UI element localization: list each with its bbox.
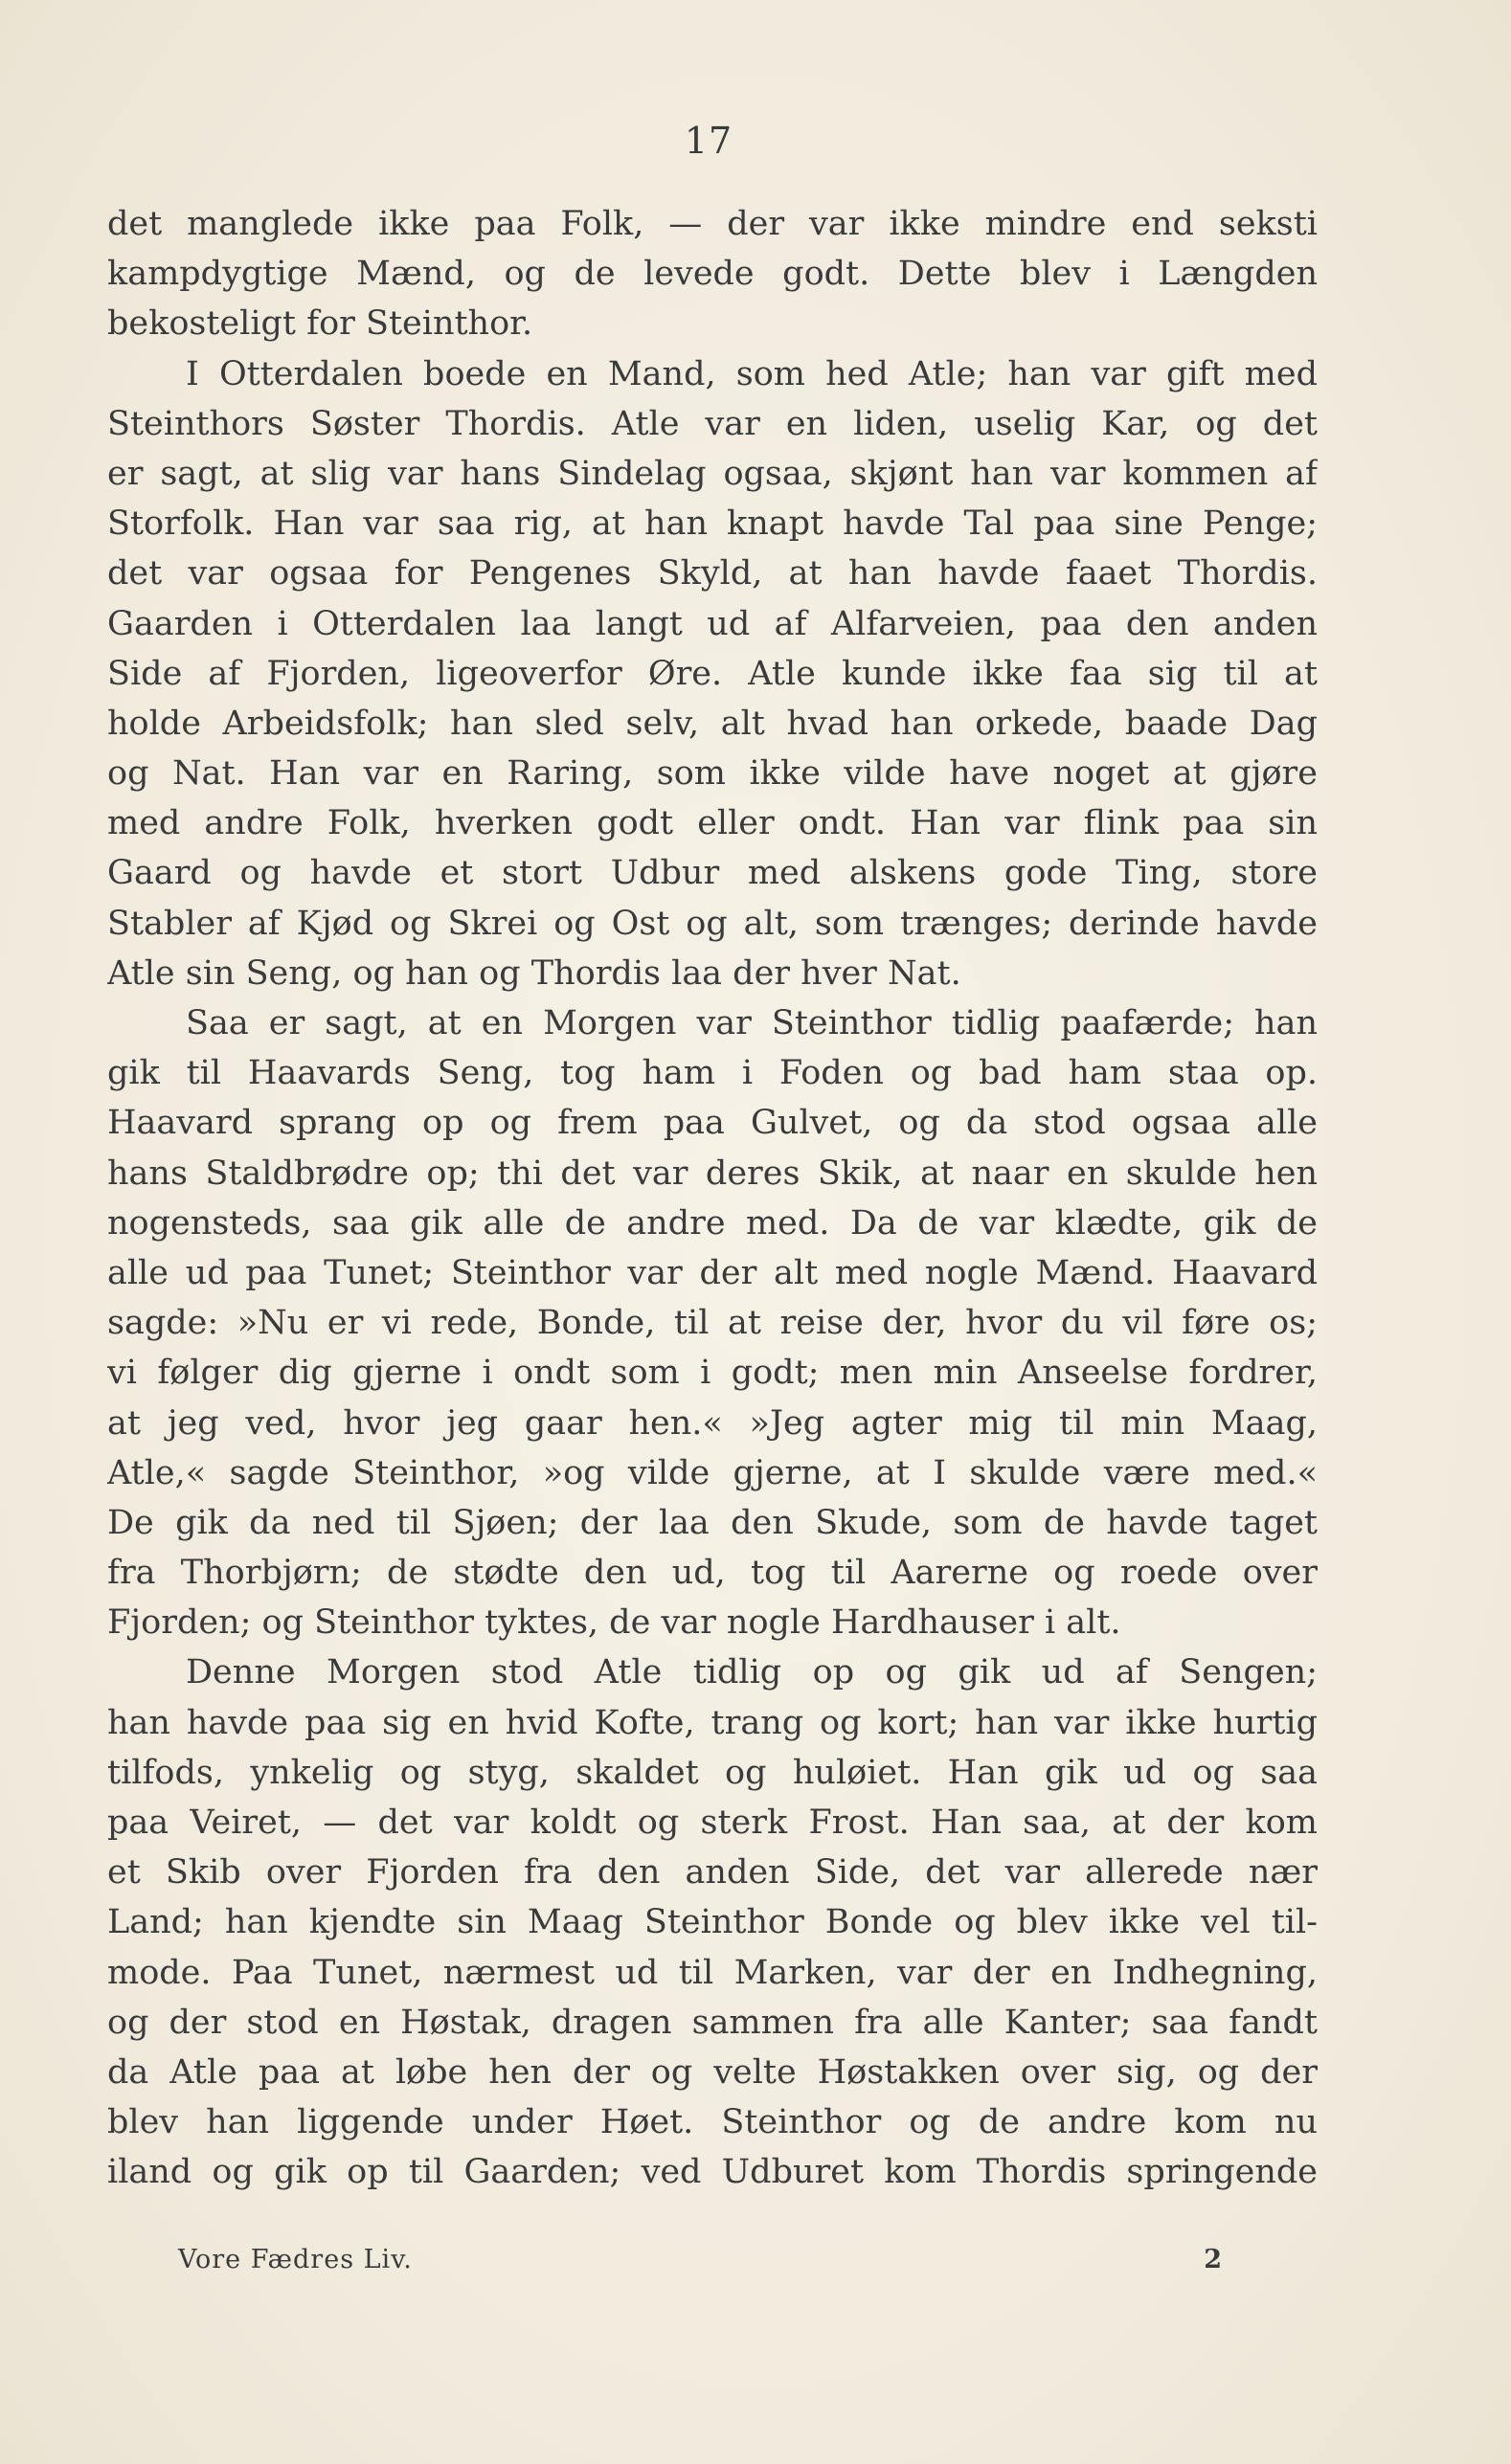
text-line: blev han liggende under Høet. Steinthor og de andre kom nu [107,2103,1318,2142]
page-footer [178,2245,1222,2283]
text-line: Haavard sprang op og frem paa Gulvet, og da stod ogsaa alle [107,1104,1318,1143]
text-line: med andre Folk, hverken godt eller ondt. Han var flink paa sin [107,804,1318,843]
text-line: alle ud paa Tunet; Steinthor var der alt med nogle Mænd. Haavard [107,1253,1318,1292]
text-line: Stabler af Kjød og Skrei og Ost og alt, som trænges; derinde havde [107,904,1318,943]
text-line: holde Arbeidsfolk; han sled selv, alt hvad han orkede, baade Dag [107,704,1318,743]
text-line: Atle,« sagde Steinthor, »og vilde gjerne, at I skulde være med.« [107,1453,1318,1492]
text-line: Steinthors Søster Thordis. Atle var en liden, uselig Kar, og det [107,404,1318,443]
text-line: da Atle paa at løbe hen der og velte Høstakken over sig, og der [107,2052,1318,2092]
text-line: kampdygtige Mænd, og de levede godt. Dette blev i Længden [107,255,1318,294]
text-line: er sagt, at slig var hans Sindelag ogsaa, skjønt han var kommen af [107,454,1318,493]
text-line: De gik da ned til Sjøen; der laa den Skude, som de havde taget [107,1503,1318,1542]
text-line: tilfods, ynkelig og styg, skaldet og huløiet. Han gik ud og saa [107,1753,1318,1792]
text-line: Saa er sagt, at en Morgen var Steinthor tidlig paafærde; han [186,1004,1318,1042]
text-line: og Nat. Han var en Raring, som ikke vilde have noget at gjøre [107,754,1318,794]
text-line: gik til Haavards Seng, tog ham i Foden og bad ham staa op. [107,1054,1318,1093]
text-line: at jeg ved, hvor jeg gaar hen.« »Jeg agter mig til min Maag, [107,1403,1318,1443]
text-line: mode. Paa Tunet, nærmest ud til Marken, var der en Indhegning, [107,1953,1318,1992]
text-line: nogensteds, saa gik alle de andre med. Da de var klædte, gik de [107,1203,1318,1243]
text-line: Gaarden i Otterdalen laa langt ud af Alfarveien, paa den anden [107,604,1318,643]
text-line: Side af Fjorden, ligeoverfor Øre. Atle kunde ikke faa sig til at [107,654,1318,693]
text-line: Land; han kjendte sin Maag Steinthor Bonde og blev ikke vel til- [107,1903,1318,1942]
text-line: det manglede ikke paa Folk, — der var ikke mindre end seksti [107,205,1318,243]
text-line: Fjorden; og Steinthor tyktes, de var nogle Hardhauser i alt. [107,1603,1121,1643]
text-line: bekosteligt for Steinthor. [107,304,533,344]
text-line: han havde paa sig en hvid Kofte, trang og kort; han var ikke hurtig [107,1703,1318,1742]
text-line: paa Veiret, — det var koldt og sterk Frost. Han saa, at der kom [107,1803,1318,1842]
text-line: Gaard og havde et stort Udbur med alskens gode Ting, store [107,854,1318,893]
page-number: 17 [684,120,733,162]
text-line: iland og gik op til Gaarden; ved Udburet kom Thordis springende [107,2153,1318,2192]
text-line: Denne Morgen stod Atle tidlig op og gik ud af Sengen; [186,1653,1318,1692]
footer-signature-mark: 2 [1204,2245,1222,2274]
text-line: Storfolk. Han var saa rig, at han knapt havde Tal paa sine Penge; [107,504,1318,544]
text-line: og der stod en Høstak, dragen sammen fra alle Kanter; saa fandt [107,2003,1318,2042]
body-text [107,199,1318,2198]
text-line: Atle sin Seng, og han og Thordis laa der hver Nat. [107,953,961,993]
text-line: I Otterdalen boede en Mand, som hed Atle; han var gift med [186,354,1318,393]
text-line: et Skib over Fjorden fra den anden Side, det var allerede nær [107,1853,1318,1893]
text-line: det var ogsaa for Pengenes Skyld, at han havde faaet Thordis. [107,554,1318,594]
text-line: vi følger dig gjerne i ondt som i godt; men min Anseelse fordrer, [107,1354,1318,1393]
footer-book-title: Vore Fædres Liv. [178,2245,413,2274]
text-line: fra Thorbjørn; de stødte den ud, tog til Aarerne og roede over [107,1554,1318,1593]
text-line: sagde: »Nu er vi rede, Bonde, til at reise der, hvor du vil føre os; [107,1304,1318,1343]
text-line: hans Staldbrødre op; thi det var deres Skik, at naar en skulde hen [107,1154,1318,1193]
